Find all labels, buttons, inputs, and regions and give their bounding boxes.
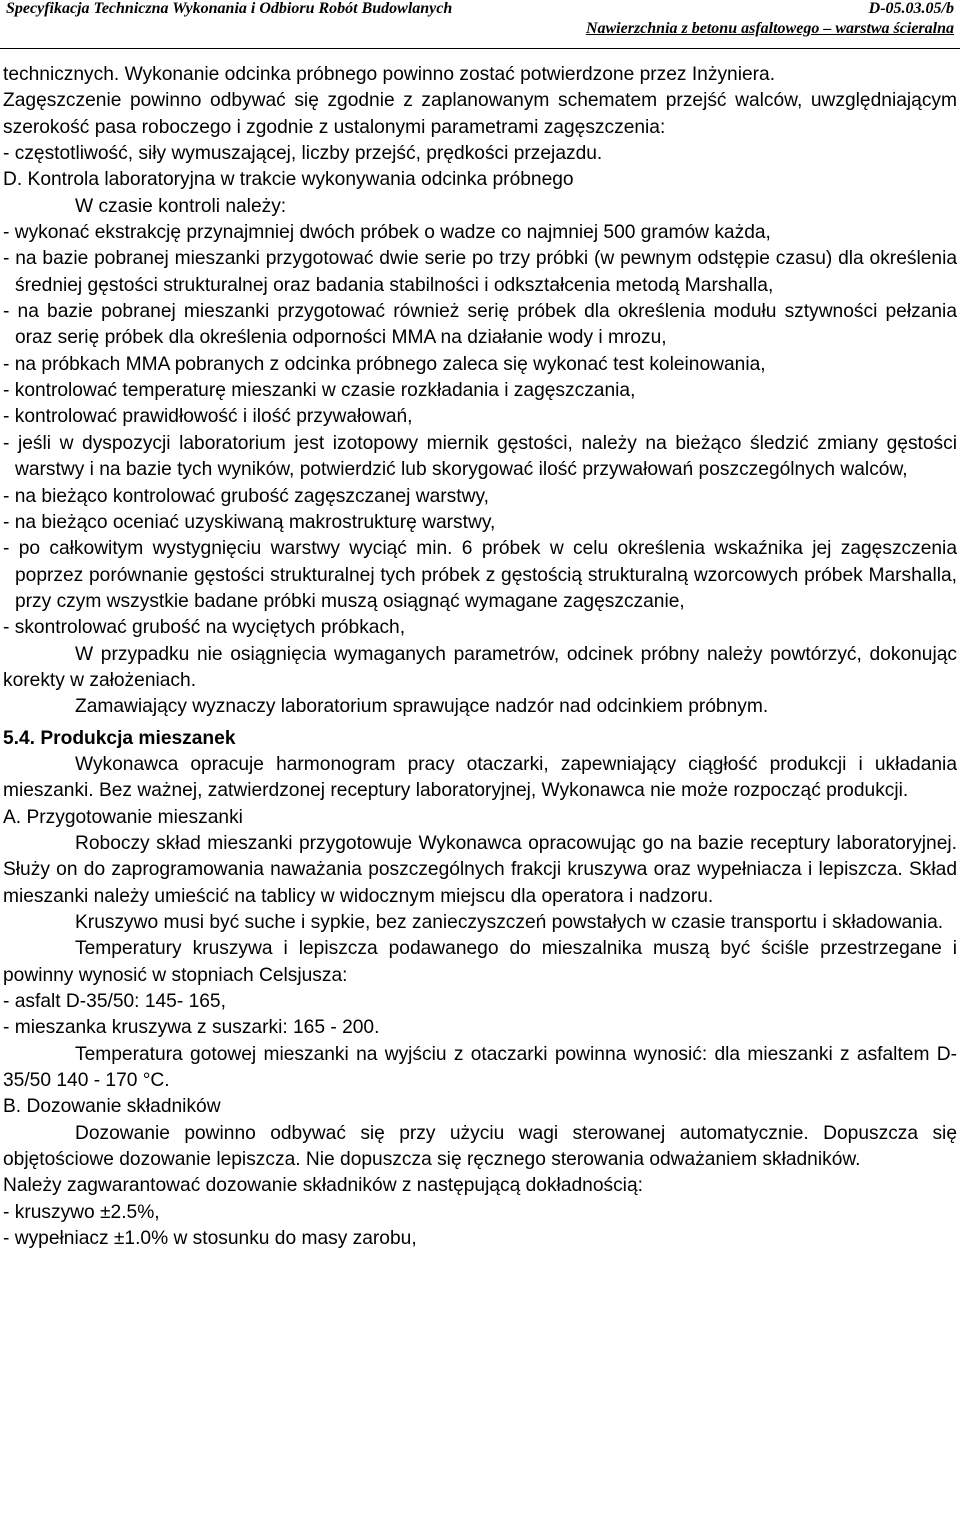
page-header [0,0,960,49]
list-item: - kontrolować temperaturę mieszanki w czasie rozkładania i zagęszczania, [3,380,636,402]
accuracy-aggregate: - kruszywo ±2.5%, [3,1201,160,1223]
header-spec-code: D-05.03.05/b [868,0,954,17]
paragraph-dosing-accuracy: Należy zagwarantować dozowanie składników z następującą dokładnością: [3,1175,643,1197]
document-body [0,49,960,1252]
paragraph-production-schedule: Wykonawca opracuje harmonogram pracy otaczarki, zapewniający ciągłość produkcji i układania mieszanki. Bez ważnej, zatwierdzonej receptury laboratoryjnej, Wykonawca nie może rozpocząć produkcji. [3,753,957,802]
section-5-4-title: 5.4. Produkcja mieszanek [3,727,236,749]
list-item: - kontrolować prawidłowość i ilość przywałowań, [3,406,413,428]
compaction-parameters: - częstotliwość, siły wymuszającej, liczby przejść, prędkości przejazdu. [3,143,603,165]
list-item: - na bazie pobranej mieszanki przygotować dwie serie po trzy próbki (w pewnym odstępie czasu) dla określenia średniej gęstości strukturalnej oraz badania stabilności i odkształcenia metodą Marshalla, [3,248,957,296]
paragraph-supervision: Zamawiający wyznaczy laboratorium sprawujące nadzór nad odcinkiem próbnym. [75,696,769,718]
list-item: - na bazie pobranej mieszanki przygotować również serię próbek dla określenia modułu sztywności pełzania oraz serię próbek dla określenia odporności MMA na działanie wody i mrozu, [3,301,957,349]
list-item: - wykonać ekstrakcję przynajmniej dwóch próbek o wadze co najmniej 500 gramów każda, [3,222,771,244]
paragraph-continuation: technicznych. Wykonanie odcinka próbnego powinno zostać potwierdzone przez Inżyniera. [3,64,776,85]
section-a-heading: A. Przygotowanie mieszanki [3,806,243,828]
list-item: - skontrolować grubość na wyciętych próbkach, [3,617,406,639]
temperature-asphalt: - asfalt D-35/50: 145- 165, [3,991,226,1013]
paragraph-mix-output-temperature: Temperatura gotowej mieszanki na wyjściu z otaczarki powinna wynosić: dla mieszanki z asfaltem D-35/50 140 - 170 °C. [3,1043,957,1092]
paragraph-dosing: Dozowanie powinno odbywać się przy użyciu wagi sterowanej automatycznie. Dopuszcza się objętościowe dozowanie lepiszcza. Nie dopuszcza się ręcznego sterowania odważaniem składników. [3,1122,957,1171]
temperature-aggregate: - mieszanka kruszywa z suszarki: 165 - 200. [3,1017,380,1039]
section-d-intro: W czasie kontroli należy: [75,195,287,217]
paragraph-aggregate-dry: Kruszywo musi być suche i sypkie, bez zanieczyszczeń powstałych w czasie transportu i składowania. [75,912,944,933]
section-d-heading: D. Kontrola laboratoryjna w trakcie wykonywania odcinka próbnego [3,169,574,191]
list-item: - po całkowitym wystygnięciu warstwy wyciąć min. 6 próbek w celu określenia wskaźnika jej zagęszczenia poprzez porównanie gęstości strukturalnej tych próbek z gęstością strukturalną wzorcowych próbek Marshalla, przy czym wszystkie badane próbki muszą osiągnąć wymagane zagęszczanie, [3,538,957,612]
list-item: - na próbkach MMA pobranych z odcinka próbnego zaleca się wykonać test koleinowania, [3,353,766,375]
header-document-title: Specyfikacja Techniczna Wykonania i Odbioru Robót Budowlanych [6,0,453,17]
paragraph-repeat-trial: W przypadku nie osiągnięcia wymaganych parametrów, odcinek próbny należy powtórzyć, dokonując korekty w założeniach. [3,643,957,691]
paragraph-compaction: Zagęszczenie powinno odbywać się zgodnie z zaplanowanym schematem przejść walców, uwzględniającym szerokość pasa roboczego i zgodnie z ustalonymi parametrami zagęszczenia: [3,90,957,138]
section-b-heading: B. Dozowanie składników [3,1096,221,1118]
paragraph-working-mix: Roboczy skład mieszanki przygotowuje Wykonawca opracowując go na bazie receptury laboratoryjnej. Służy on do zaprogramowania naważania poszczególnych frakcji kruszywa oraz wypełniacza i lepiszcza. Skład mieszanki należy umieścić na tablicy w widocznym miejscu dla operatora i nadzoru. [3,832,957,907]
header-subtitle: Nawierzchnia z betonu asfaltowego – warstwa ścieralna [585,20,954,37]
list-item: - na bieżąco kontrolować grubość zagęszczanej warstwy, [3,485,489,507]
accuracy-filler: - wypełniacz ±1.0% w stosunku do masy zarobu, [3,1228,417,1250]
paragraph-temperatures: Temperatury kruszywa i lepiszcza podawanego do mieszalnika muszą być ściśle przestrzegane i powinny wynosić w stopniach Celsjusza: [3,938,957,986]
list-item: - jeśli w dyspozycji laboratorium jest izotopowy miernik gęstości, należy na bieżąco śledzić zmiany gęstości warstwy i na bazie tych wyników, potwierdzić lub skorygować ilość przywałowań poszczególnych walców, [3,432,957,481]
list-item: - na bieżąco oceniać uzyskiwaną makrostrukturę warstwy, [3,511,496,533]
section-d-list [3,220,957,642]
